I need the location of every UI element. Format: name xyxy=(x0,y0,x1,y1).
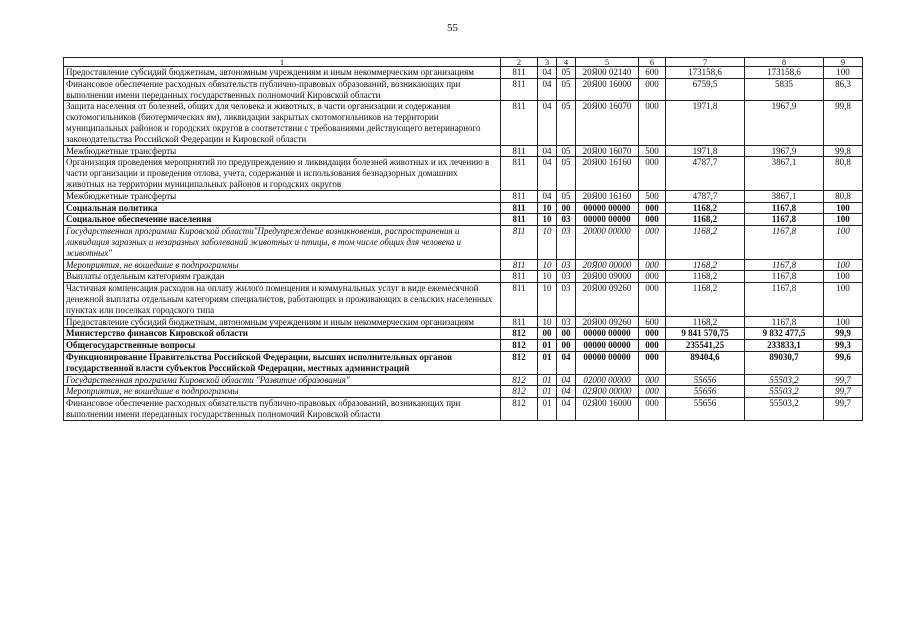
row-section: 00 xyxy=(538,328,557,340)
row-description: Общегосударственные вопросы xyxy=(64,340,501,352)
row-section: 01 xyxy=(538,340,557,352)
row-execution-percent: 80,8 xyxy=(824,157,863,190)
row-description: Защита населения от болезней, общих для человека и животных, в части организации и содержания скотомогильников (биотермических ям), ликвидации закрытых скотомогильников на территории муниципальных районов и городских округов в соответствии с требованиями действующего ветеринарного законодательства Российской Федерации и Кировской области xyxy=(64,101,501,145)
header-col-5: 5 xyxy=(576,58,639,67)
row-executed-amount: 1167,8 xyxy=(745,202,824,214)
row-executed-amount: 1967,9 xyxy=(745,145,824,157)
row-subsection: 03 xyxy=(557,316,576,328)
row-section: 04 xyxy=(538,67,557,79)
row-ministry-code: 811 xyxy=(501,67,538,79)
row-planned-amount: 1168,2 xyxy=(666,214,745,226)
table-row xyxy=(64,259,863,271)
row-description: Частичная компенсация расходов на оплату жилого помещения и коммунальных услуг в виде ежемесячной денежной выплаты отдельным категориям специалистов, работающих и проживающих в сельских населенных пунктах или поселках городского типа xyxy=(64,283,501,316)
row-executed-amount: 89030,7 xyxy=(745,351,824,374)
table-header-row xyxy=(64,58,863,67)
row-executed-amount: 1167,8 xyxy=(745,214,824,226)
row-target-article: 20Я00 09000 xyxy=(576,271,639,283)
page-number: 55 xyxy=(447,22,458,34)
row-executed-amount: 1167,8 xyxy=(745,316,824,328)
row-section: 10 xyxy=(538,226,557,259)
row-ministry-code: 812 xyxy=(501,351,538,374)
row-target-article: 02000 00000 xyxy=(576,374,639,386)
row-execution-percent: 100 xyxy=(824,214,863,226)
row-executed-amount: 9 832 477,5 xyxy=(745,328,824,340)
row-ministry-code: 811 xyxy=(501,202,538,214)
header-col-3: 3 xyxy=(538,58,557,67)
row-section: 10 xyxy=(538,283,557,316)
row-planned-amount: 55656 xyxy=(666,386,745,398)
row-expense-type: 000 xyxy=(639,398,666,421)
row-target-article: 00000 00000 xyxy=(576,340,639,352)
row-description: Организация проведения мероприятий по предупреждению и ликвидации болезней животных и их лечению в части организации и проведения отлова, учета, содержания и использования безнадзорных домашних животных на территории муниципальных районов и городских округов xyxy=(64,157,501,190)
row-execution-percent: 99,7 xyxy=(824,386,863,398)
row-planned-amount: 4787,7 xyxy=(666,190,745,202)
row-ministry-code: 811 xyxy=(501,145,538,157)
row-execution-percent: 99,7 xyxy=(824,374,863,386)
row-subsection: 03 xyxy=(557,214,576,226)
row-execution-percent: 99,9 xyxy=(824,328,863,340)
header-col-2: 2 xyxy=(501,58,538,67)
row-subsection: 03 xyxy=(557,226,576,259)
table-row xyxy=(64,316,863,328)
row-description: Выплаты отдельным категориям граждан xyxy=(64,271,501,283)
row-executed-amount: 55503,2 xyxy=(745,374,824,386)
row-target-article: 20Я00 16000 xyxy=(576,78,639,101)
row-target-article: 20Я00 02140 xyxy=(576,67,639,79)
table-body xyxy=(64,67,863,421)
row-description: Финансовое обеспечение расходных обязательств публично-правовых образований, возникающих при выполнении имени переданных государственных полномочий Кировской области xyxy=(64,398,501,421)
row-expense-type: 000 xyxy=(639,202,666,214)
row-execution-percent: 100 xyxy=(824,271,863,283)
row-section: 04 xyxy=(538,157,557,190)
header-col-7: 7 xyxy=(666,58,745,67)
row-expense-type: 000 xyxy=(639,340,666,352)
header-col-1: 1 xyxy=(64,58,501,67)
table-row xyxy=(64,67,863,79)
row-planned-amount: 1168,2 xyxy=(666,316,745,328)
row-planned-amount: 173158,6 xyxy=(666,67,745,79)
row-ministry-code: 811 xyxy=(501,271,538,283)
row-ministry-code: 812 xyxy=(501,340,538,352)
row-target-article: 20Я00 16070 xyxy=(576,101,639,145)
row-executed-amount: 55503,2 xyxy=(745,398,824,421)
table-row xyxy=(64,78,863,101)
table-row xyxy=(64,101,863,145)
row-execution-percent: 99,3 xyxy=(824,340,863,352)
row-section: 01 xyxy=(538,386,557,398)
row-execution-percent: 100 xyxy=(824,202,863,214)
row-target-article: 20Я00 16160 xyxy=(576,157,639,190)
row-executed-amount: 55503,2 xyxy=(745,386,824,398)
row-subsection: 00 xyxy=(557,202,576,214)
row-section: 01 xyxy=(538,398,557,421)
row-execution-percent: 99,6 xyxy=(824,351,863,374)
row-executed-amount: 1167,8 xyxy=(745,226,824,259)
row-planned-amount: 4787,7 xyxy=(666,157,745,190)
table-row xyxy=(64,190,863,202)
row-section: 10 xyxy=(538,214,557,226)
row-subsection: 03 xyxy=(557,259,576,271)
row-target-article: 20Я00 09260 xyxy=(576,316,639,328)
row-expense-type: 000 xyxy=(639,78,666,101)
header-col-9: 9 xyxy=(824,58,863,67)
row-target-article: 02Я00 16000 xyxy=(576,398,639,421)
row-expense-type: 600 xyxy=(639,67,666,79)
row-planned-amount: 1168,2 xyxy=(666,271,745,283)
header-col-4: 4 xyxy=(557,58,576,67)
row-execution-percent: 80,8 xyxy=(824,190,863,202)
row-subsection: 04 xyxy=(557,386,576,398)
row-expense-type: 500 xyxy=(639,145,666,157)
table-row xyxy=(64,340,863,352)
budget-table xyxy=(63,57,863,421)
row-execution-percent: 100 xyxy=(824,259,863,271)
row-expense-type: 000 xyxy=(639,101,666,145)
row-section: 10 xyxy=(538,271,557,283)
table-row xyxy=(64,214,863,226)
header-col-6: 6 xyxy=(639,58,666,67)
table-row xyxy=(64,157,863,190)
row-expense-type: 600 xyxy=(639,316,666,328)
row-planned-amount: 55656 xyxy=(666,398,745,421)
row-subsection: 00 xyxy=(557,328,576,340)
row-ministry-code: 811 xyxy=(501,214,538,226)
row-section: 10 xyxy=(538,202,557,214)
row-expense-type: 000 xyxy=(639,328,666,340)
row-executed-amount: 1167,8 xyxy=(745,259,824,271)
row-expense-type: 000 xyxy=(639,214,666,226)
row-subsection: 05 xyxy=(557,67,576,79)
row-ministry-code: 811 xyxy=(501,78,538,101)
row-description: Министерство финансов Кировской области xyxy=(64,328,501,340)
row-ministry-code: 812 xyxy=(501,328,538,340)
row-expense-type: 000 xyxy=(639,283,666,316)
row-section: 01 xyxy=(538,351,557,374)
row-execution-percent: 100 xyxy=(824,226,863,259)
row-executed-amount: 1967,9 xyxy=(745,101,824,145)
row-subsection: 04 xyxy=(557,374,576,386)
row-subsection: 05 xyxy=(557,157,576,190)
row-planned-amount: 9 841 570,75 xyxy=(666,328,745,340)
row-section: 04 xyxy=(538,78,557,101)
row-executed-amount: 5835 xyxy=(745,78,824,101)
row-planned-amount: 1168,2 xyxy=(666,202,745,214)
row-subsection: 00 xyxy=(557,340,576,352)
row-ministry-code: 811 xyxy=(501,316,538,328)
row-description: Предоставление субсидий бюджетным, автономным учреждениям и иным некоммерческим организациям xyxy=(64,67,501,79)
table-row xyxy=(64,202,863,214)
row-planned-amount: 55656 xyxy=(666,374,745,386)
row-subsection: 05 xyxy=(557,145,576,157)
row-target-article: 20000 00000 xyxy=(576,226,639,259)
row-target-article: 00000 00000 xyxy=(576,202,639,214)
row-planned-amount: 89404,6 xyxy=(666,351,745,374)
table-row xyxy=(64,351,863,374)
row-execution-percent: 99,7 xyxy=(824,398,863,421)
row-ministry-code: 811 xyxy=(501,101,538,145)
row-ministry-code: 811 xyxy=(501,157,538,190)
row-planned-amount: 6759,5 xyxy=(666,78,745,101)
row-executed-amount: 1167,8 xyxy=(745,271,824,283)
row-execution-percent: 99,8 xyxy=(824,101,863,145)
row-expense-type: 000 xyxy=(639,374,666,386)
row-execution-percent: 100 xyxy=(824,283,863,316)
row-target-article: 02Я00 00000 xyxy=(576,386,639,398)
row-description: Функционирование Правительства Российской Федерации, высших исполнительных органов государственной власти субъектов Российской Федерации, местных администраций xyxy=(64,351,501,374)
row-target-article: 20Я00 00000 xyxy=(576,259,639,271)
row-expense-type: 000 xyxy=(639,226,666,259)
row-description: Мероприятия, не вошедшие в подпрограммы xyxy=(64,259,501,271)
row-subsection: 05 xyxy=(557,101,576,145)
row-planned-amount: 1168,2 xyxy=(666,259,745,271)
table-row xyxy=(64,271,863,283)
row-subsection: 04 xyxy=(557,351,576,374)
row-description: Социальное обеспечение населения xyxy=(64,214,501,226)
row-subsection: 05 xyxy=(557,190,576,202)
row-executed-amount: 173158,6 xyxy=(745,67,824,79)
row-ministry-code: 812 xyxy=(501,386,538,398)
header-col-8: 8 xyxy=(745,58,824,67)
row-expense-type: 000 xyxy=(639,271,666,283)
table-row xyxy=(64,226,863,259)
row-target-article: 00000 00000 xyxy=(576,328,639,340)
row-expense-type: 000 xyxy=(639,386,666,398)
budget-table-container xyxy=(63,57,862,421)
row-planned-amount: 1971,8 xyxy=(666,101,745,145)
table-row xyxy=(64,145,863,157)
row-ministry-code: 811 xyxy=(501,283,538,316)
row-expense-type: 000 xyxy=(639,351,666,374)
row-section: 04 xyxy=(538,145,557,157)
row-execution-percent: 100 xyxy=(824,316,863,328)
row-ministry-code: 811 xyxy=(501,226,538,259)
row-executed-amount: 233833,1 xyxy=(745,340,824,352)
row-section: 10 xyxy=(538,259,557,271)
row-planned-amount: 235541,25 xyxy=(666,340,745,352)
row-ministry-code: 812 xyxy=(501,374,538,386)
row-description: Социальная политика xyxy=(64,202,501,214)
row-executed-amount: 1167,8 xyxy=(745,283,824,316)
row-ministry-code: 812 xyxy=(501,398,538,421)
row-section: 04 xyxy=(538,101,557,145)
row-expense-type: 500 xyxy=(639,190,666,202)
row-target-article: 20Я00 09260 xyxy=(576,283,639,316)
row-target-article: 00000 00000 xyxy=(576,351,639,374)
row-subsection: 05 xyxy=(557,78,576,101)
row-planned-amount: 1168,2 xyxy=(666,226,745,259)
row-expense-type: 000 xyxy=(639,259,666,271)
row-ministry-code: 811 xyxy=(501,190,538,202)
row-ministry-code: 811 xyxy=(501,259,538,271)
table-row xyxy=(64,374,863,386)
row-section: 04 xyxy=(538,190,557,202)
row-planned-amount: 1971,8 xyxy=(666,145,745,157)
row-description: Межбюджетные трансферты xyxy=(64,190,501,202)
table-row xyxy=(64,283,863,316)
row-executed-amount: 3867,1 xyxy=(745,157,824,190)
row-description: Государственная программа Кировской области "Развитие образования" xyxy=(64,374,501,386)
row-expense-type: 000 xyxy=(639,157,666,190)
table-row xyxy=(64,328,863,340)
row-execution-percent: 100 xyxy=(824,67,863,79)
row-description: Государственная программа Кировской области"Предупреждение возникновения, распространения и ликвидация заразных и незаразных заболеваний животных и птицы, в том числе общих для человека и животных" xyxy=(64,226,501,259)
row-execution-percent: 86,3 xyxy=(824,78,863,101)
row-description: Финансовое обеспечение расходных обязательств публично-правовых образований, возникающих при выполнении имени переданных государственных полномочий Кировской области xyxy=(64,78,501,101)
row-target-article: 20Я00 16070 xyxy=(576,145,639,157)
row-section: 01 xyxy=(538,374,557,386)
row-target-article: 20Я00 16160 xyxy=(576,190,639,202)
row-execution-percent: 99,8 xyxy=(824,145,863,157)
row-description: Мероприятия, не вошедшие в подпрограммы xyxy=(64,386,501,398)
table-row xyxy=(64,386,863,398)
row-subsection: 04 xyxy=(557,398,576,421)
row-subsection: 03 xyxy=(557,271,576,283)
table-row xyxy=(64,398,863,421)
row-subsection: 03 xyxy=(557,283,576,316)
row-executed-amount: 3867,1 xyxy=(745,190,824,202)
row-section: 10 xyxy=(538,316,557,328)
row-description: Предоставление субсидий бюджетным, автономным учреждениям и иным некоммерческим организациям xyxy=(64,316,501,328)
row-description: Межбюджетные трансферты xyxy=(64,145,501,157)
row-target-article: 00000 00000 xyxy=(576,214,639,226)
row-planned-amount: 1168,2 xyxy=(666,283,745,316)
